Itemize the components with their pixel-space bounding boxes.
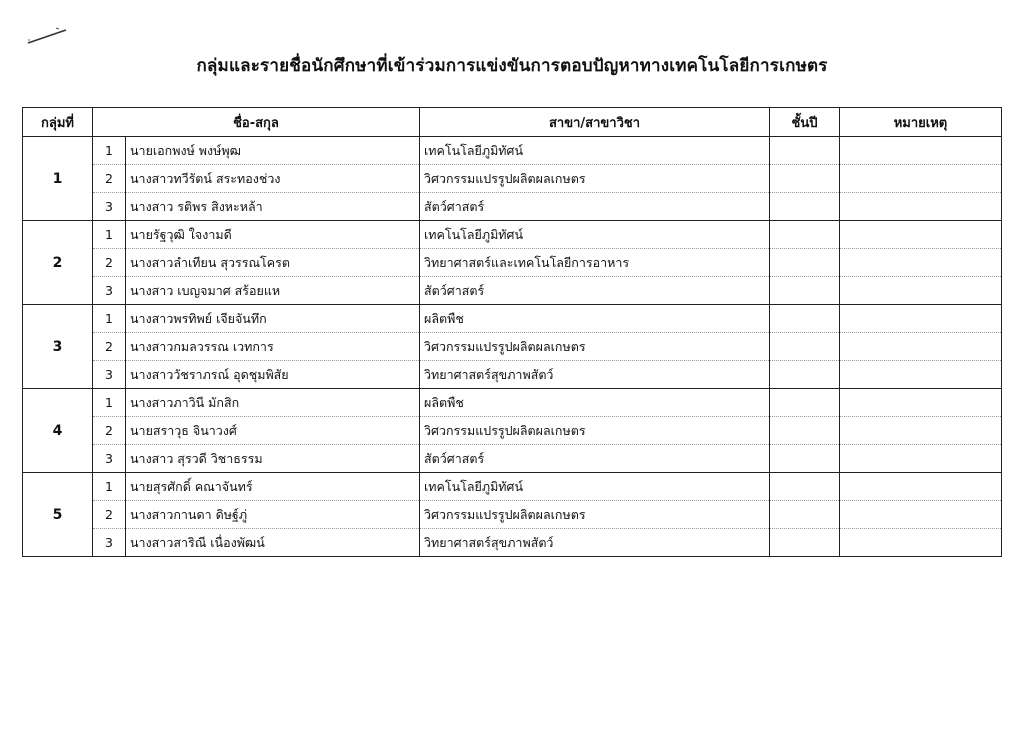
group-number-cell: 5 (23, 473, 93, 557)
table-row (23, 333, 1002, 361)
seq-cell: 2 (93, 165, 126, 193)
seq-cell: 2 (93, 249, 126, 277)
major-cell: เทคโนโลยีภูมิทัศน์ (420, 137, 770, 165)
year-cell (770, 193, 840, 221)
student-name-cell: นายสราวุธ จินาวงศ์ (126, 417, 420, 445)
seq-cell: 3 (93, 193, 126, 221)
table-row (23, 221, 1002, 249)
major-cell: เทคโนโลยีภูมิทัศน์ (420, 221, 770, 249)
year-cell (770, 501, 840, 529)
year-cell (770, 333, 840, 361)
year-cell (770, 221, 840, 249)
remark-cell (840, 361, 1002, 389)
year-cell (770, 417, 840, 445)
student-name-cell: นายรัฐวุฒิ ใจงามดี (126, 221, 420, 249)
group-number-cell: 3 (23, 305, 93, 389)
student-name-cell: นายสุรศักดิ์ คณาจันทร์ (126, 473, 420, 501)
header-remark: หมายเหตุ (840, 108, 1002, 137)
year-cell (770, 445, 840, 473)
group-number-cell: 2 (23, 221, 93, 305)
table-row (23, 389, 1002, 417)
year-cell (770, 305, 840, 333)
major-cell: สัตว์ศาสตร์ (420, 277, 770, 305)
student-name-cell: นางสาวกานดา ดิษฐ์ภู่ (126, 501, 420, 529)
student-name-cell: นางสาวทวีรัตน์ สระทองช่วง (126, 165, 420, 193)
seq-cell: 1 (93, 473, 126, 501)
header-name: ชื่อ-สกุล (93, 108, 420, 137)
table-row (23, 501, 1002, 529)
table-row (23, 305, 1002, 333)
remark-cell (840, 165, 1002, 193)
year-cell (770, 389, 840, 417)
remark-cell (840, 501, 1002, 529)
remark-cell (840, 193, 1002, 221)
seq-cell: 2 (93, 501, 126, 529)
remark-cell (840, 249, 1002, 277)
header-major: สาขา/สาขาวิชา (420, 108, 770, 137)
seq-cell: 1 (93, 389, 126, 417)
year-cell (770, 361, 840, 389)
remark-cell (840, 333, 1002, 361)
major-cell: วิศวกรรมแปรรูปผลิตผลเกษตร (420, 333, 770, 361)
major-cell: วิศวกรรมแปรรูปผลิตผลเกษตร (420, 501, 770, 529)
scan-pen-mark (26, 26, 70, 46)
major-cell: วิทยาศาสตร์สุขภาพสัตว์ (420, 361, 770, 389)
header-year: ชั้นปี (770, 108, 840, 137)
year-cell (770, 473, 840, 501)
remark-cell (840, 277, 1002, 305)
table-row (23, 277, 1002, 305)
major-cell: วิทยาศาสตร์สุขภาพสัตว์ (420, 529, 770, 557)
seq-cell: 3 (93, 361, 126, 389)
seq-cell: 1 (93, 305, 126, 333)
table-row (23, 193, 1002, 221)
student-name-cell: นางสาว เบญจมาศ สร้อยแห (126, 277, 420, 305)
remark-cell (840, 221, 1002, 249)
group-number-cell: 1 (23, 137, 93, 221)
major-cell: วิศวกรรมแปรรูปผลิตผลเกษตร (420, 417, 770, 445)
major-cell: วิศวกรรมแปรรูปผลิตผลเกษตร (420, 165, 770, 193)
year-cell (770, 137, 840, 165)
student-name-cell: นางสาวลำเทียน สุวรรณโครต (126, 249, 420, 277)
table-row (23, 137, 1002, 165)
student-name-cell: นางสาววัชราภรณ์ อุดชุมพิสัย (126, 361, 420, 389)
student-group-table (22, 107, 1002, 557)
major-cell: ผลิตพืช (420, 305, 770, 333)
major-cell: สัตว์ศาสตร์ (420, 193, 770, 221)
seq-cell: 1 (93, 137, 126, 165)
document-title: กลุ่มและรายชื่อนักศึกษาที่เข้าร่วมการแข่งขันการตอบปัญหาทางเทคโนโลยีการเกษตร (196, 56, 828, 76)
major-cell: เทคโนโลยีภูมิทัศน์ (420, 473, 770, 501)
student-name-cell: นางสาว รติพร สิงหะหล้า (126, 193, 420, 221)
year-cell (770, 529, 840, 557)
remark-cell (840, 473, 1002, 501)
table-row (23, 529, 1002, 557)
student-name-cell: นางสาวภาวินี มักสิก (126, 389, 420, 417)
table-header-row (23, 108, 1002, 137)
remark-cell (840, 305, 1002, 333)
group-number-cell: 4 (23, 389, 93, 473)
table-row (23, 445, 1002, 473)
seq-cell: 3 (93, 529, 126, 557)
student-name-cell: นางสาวพรทิพย์ เจียจันทึก (126, 305, 420, 333)
remark-cell (840, 137, 1002, 165)
student-name-cell: นางสาว สุรวดี วิชาธรรม (126, 445, 420, 473)
remark-cell (840, 529, 1002, 557)
year-cell (770, 277, 840, 305)
major-cell: สัตว์ศาสตร์ (420, 445, 770, 473)
student-name-cell: นายเอกพงษ์ พงษ์พุฒ (126, 137, 420, 165)
year-cell (770, 249, 840, 277)
remark-cell (840, 445, 1002, 473)
header-group: กลุ่มที่ (23, 108, 93, 137)
seq-cell: 2 (93, 333, 126, 361)
remark-cell (840, 417, 1002, 445)
table-body (23, 137, 1002, 557)
seq-cell: 1 (93, 221, 126, 249)
table-row (23, 165, 1002, 193)
major-cell: ผลิตพืช (420, 389, 770, 417)
table-row (23, 417, 1002, 445)
major-cell: วิทยาศาสตร์และเทคโนโลยีการอาหาร (420, 249, 770, 277)
table-row (23, 361, 1002, 389)
remark-cell (840, 389, 1002, 417)
student-name-cell: นางสาวกมลวรรณ เวทการ (126, 333, 420, 361)
seq-cell: 3 (93, 277, 126, 305)
seq-cell: 2 (93, 417, 126, 445)
seq-cell: 3 (93, 445, 126, 473)
table-row (23, 249, 1002, 277)
student-name-cell: นางสาวสาริณี เนื่องพัฒน์ (126, 529, 420, 557)
table-row (23, 473, 1002, 501)
year-cell (770, 165, 840, 193)
